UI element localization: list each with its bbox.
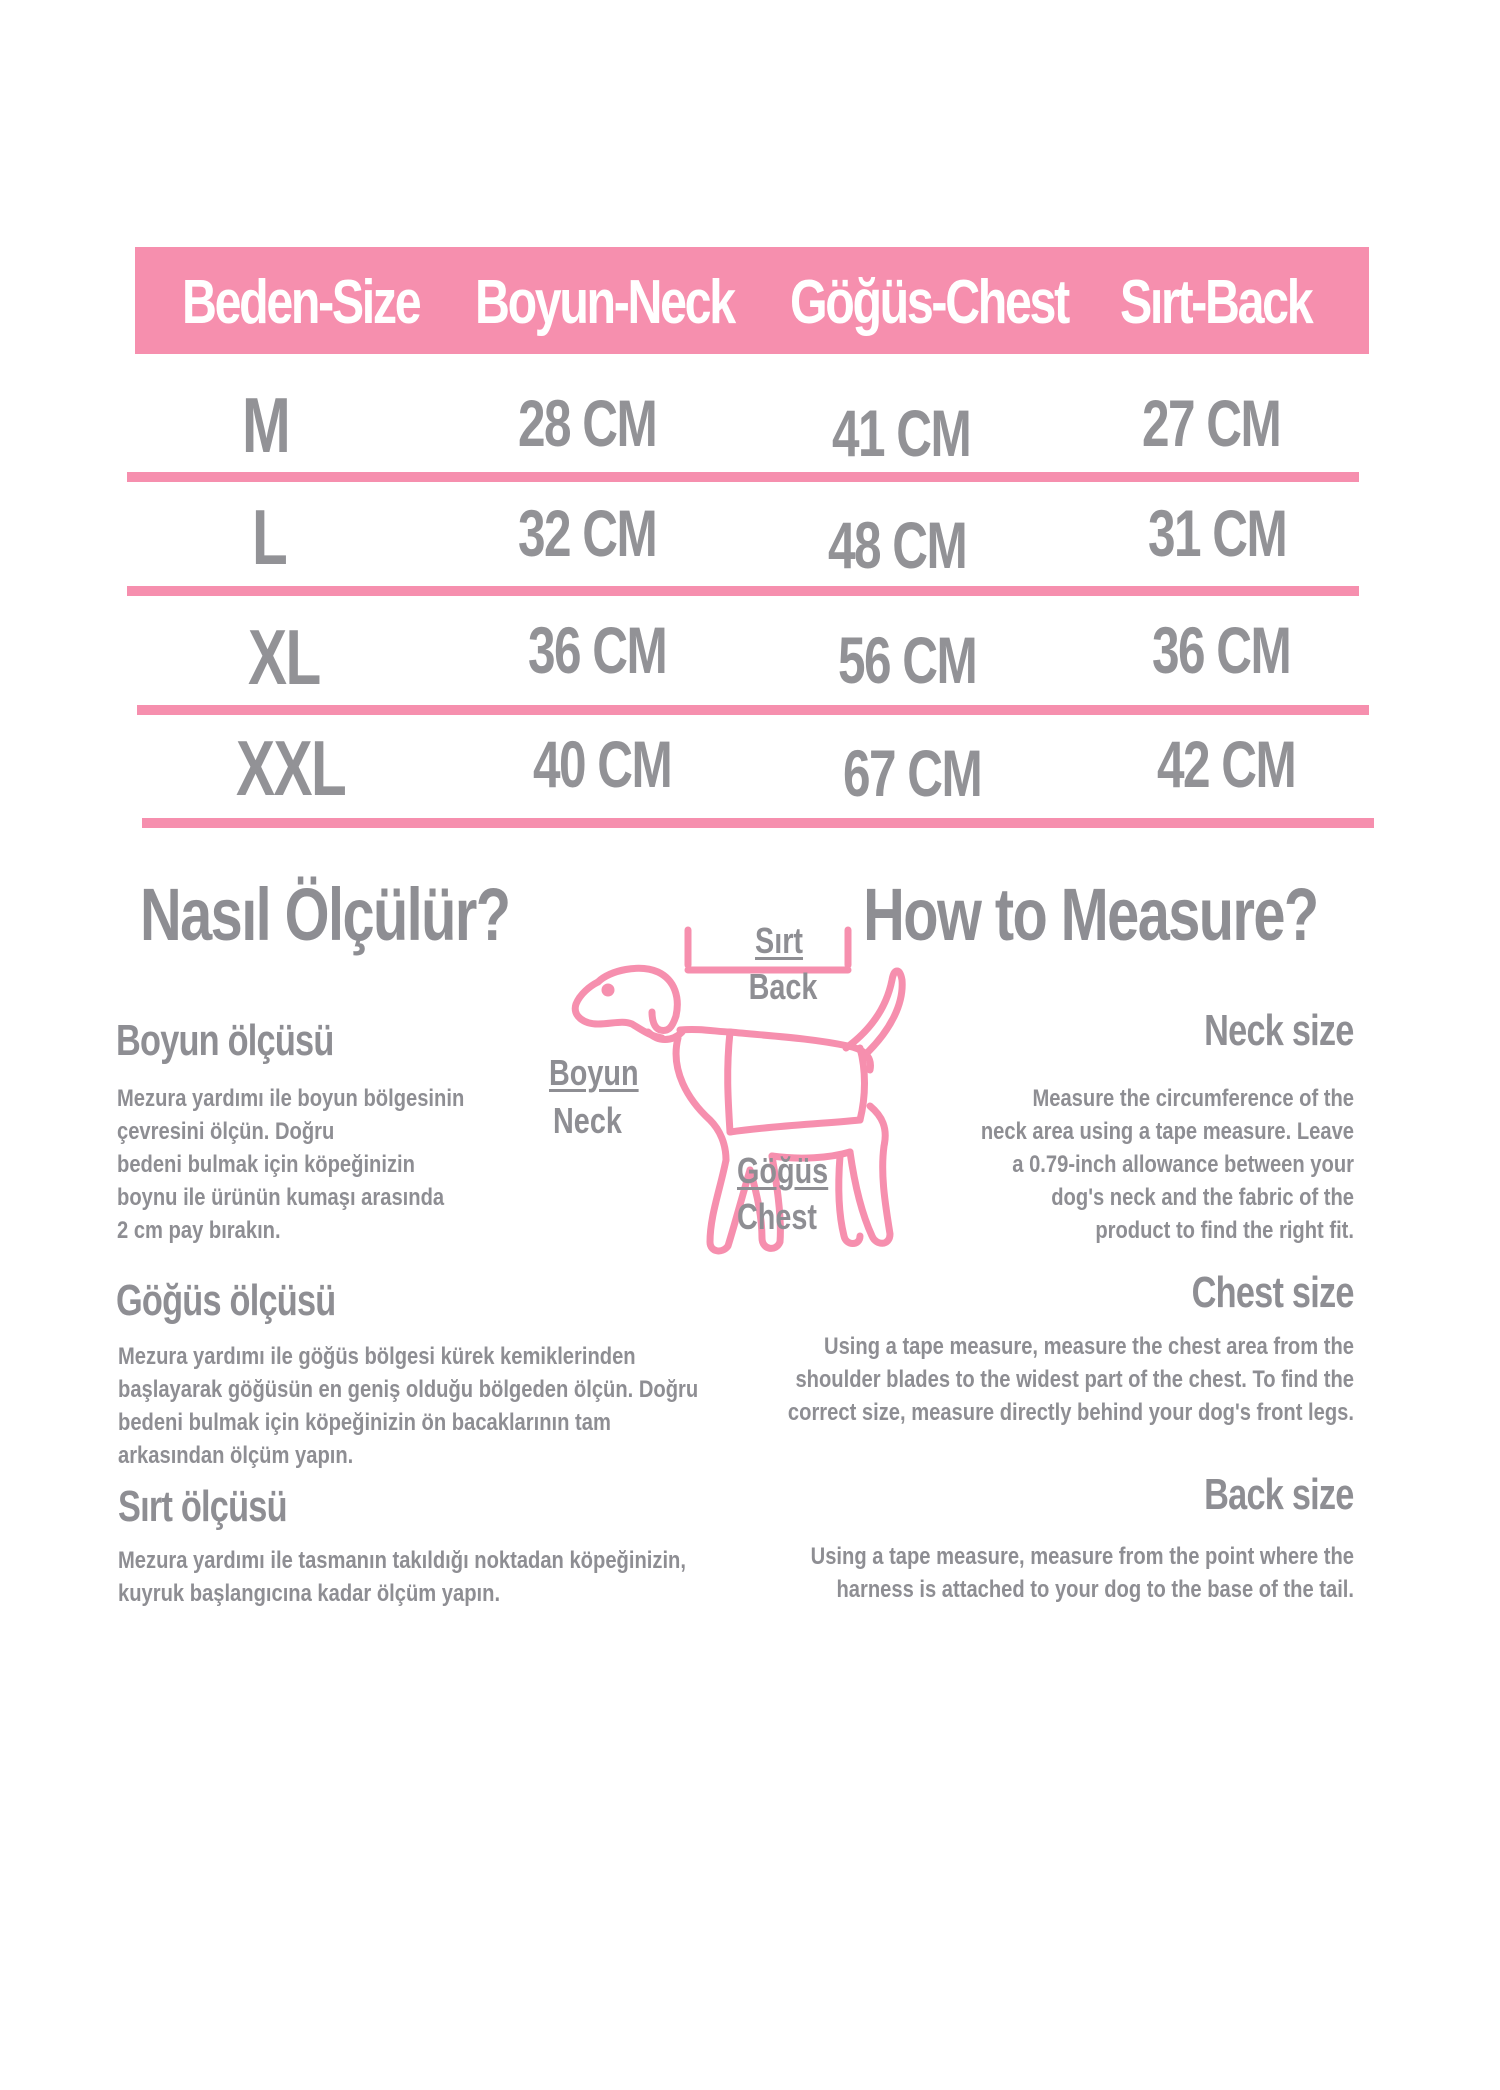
row-xxl-size: XXL (236, 724, 346, 812)
tr-neck-text: Mezura yardımı ile boyun bölgesinin çevresini ölçün. Doğru bedeni bulmak için köpeğinizin boynu ile ürünün kumaşı arasında 2 cm pay bırakın. (117, 1085, 465, 1244)
row-xl-chest: 56 CM (838, 623, 977, 697)
row-xl-back: 36 CM (1152, 613, 1291, 687)
header-chest: Göğüs-Chest (790, 268, 1068, 337)
header-size: Beden-Size (182, 268, 420, 337)
tr-back-title: Sırt ölçüsü (118, 1482, 287, 1531)
row-xl-size: XL (248, 613, 320, 701)
header-neck: Boyun-Neck (475, 268, 734, 337)
diagram-neck-en: Neck (553, 1100, 622, 1141)
en-neck-title: Neck size (1204, 1006, 1354, 1055)
row-m-back: 27 CM (1142, 386, 1281, 460)
diagram-chest-tr: Göğüs (737, 1150, 829, 1191)
en-chest-text: Using a tape measure, measure the chest area from the shoulder blades to the widest part of the chest. To find the correct size, measure directly behind your dog's front legs. (787, 1333, 1354, 1426)
row-xl-neck: 36 CM (528, 613, 667, 687)
row-l-neck: 32 CM (518, 496, 657, 570)
row-l-chest: 48 CM (828, 508, 967, 582)
diagram-chest-en: Chest (737, 1196, 818, 1237)
en-back-text: Using a tape measure, measure from the point where the harness is attached to your dog to the base of the tail. (810, 1543, 1354, 1603)
diagram-back-en: Back (748, 966, 818, 1007)
en-title: How to Measure? (863, 873, 1318, 956)
row-l-back: 31 CM (1148, 496, 1287, 570)
row-l-size: L (252, 493, 287, 581)
row-divider (127, 586, 1359, 596)
row-m-size: M (242, 381, 290, 469)
diagram-neck-tr: Boyun (549, 1052, 639, 1093)
row-divider (127, 472, 1359, 482)
header-back: Sırt-Back (1120, 268, 1312, 337)
en-neck-text: Measure the circumference of the neck area using a tape measure. Leave a 0.79-inch allowance between your dog's neck and the fabric of the product to find the right fit. (980, 1085, 1354, 1244)
row-m-neck: 28 CM (518, 386, 657, 460)
tr-title: Nasıl Ölçülür? (140, 873, 510, 956)
tr-neck-title: Boyun ölçüsü (116, 1016, 334, 1065)
tr-chest-text: Mezura yardımı ile göğüs bölgesi kürek kemiklerinden başlayarak göğüsün en geniş olduğu bölgeden ölçün. Doğru bedeni bulmak için köpeğinizin ön bacaklarının tam arkasından ölçüm yapın. (118, 1343, 699, 1469)
en-back-title: Back size (1204, 1470, 1354, 1519)
row-xxl-chest: 67 CM (843, 736, 982, 810)
tr-back-text: Mezura yardımı ile tasmanın takıldığı noktadan köpeğinizin, kuyruk başlangıcına kadar ölçüm yapın. (118, 1547, 686, 1607)
row-xxl-neck: 40 CM (533, 727, 672, 801)
row-m-chest: 41 CM (832, 396, 971, 470)
row-xxl-back: 42 CM (1157, 727, 1296, 801)
en-chest-title: Chest size (1192, 1268, 1354, 1317)
row-divider (142, 818, 1374, 828)
row-divider (137, 705, 1369, 715)
diagram-back-tr: Sırt (755, 920, 804, 961)
tr-chest-title: Göğüs ölçüsü (116, 1276, 336, 1325)
size-table-header (135, 247, 1369, 354)
